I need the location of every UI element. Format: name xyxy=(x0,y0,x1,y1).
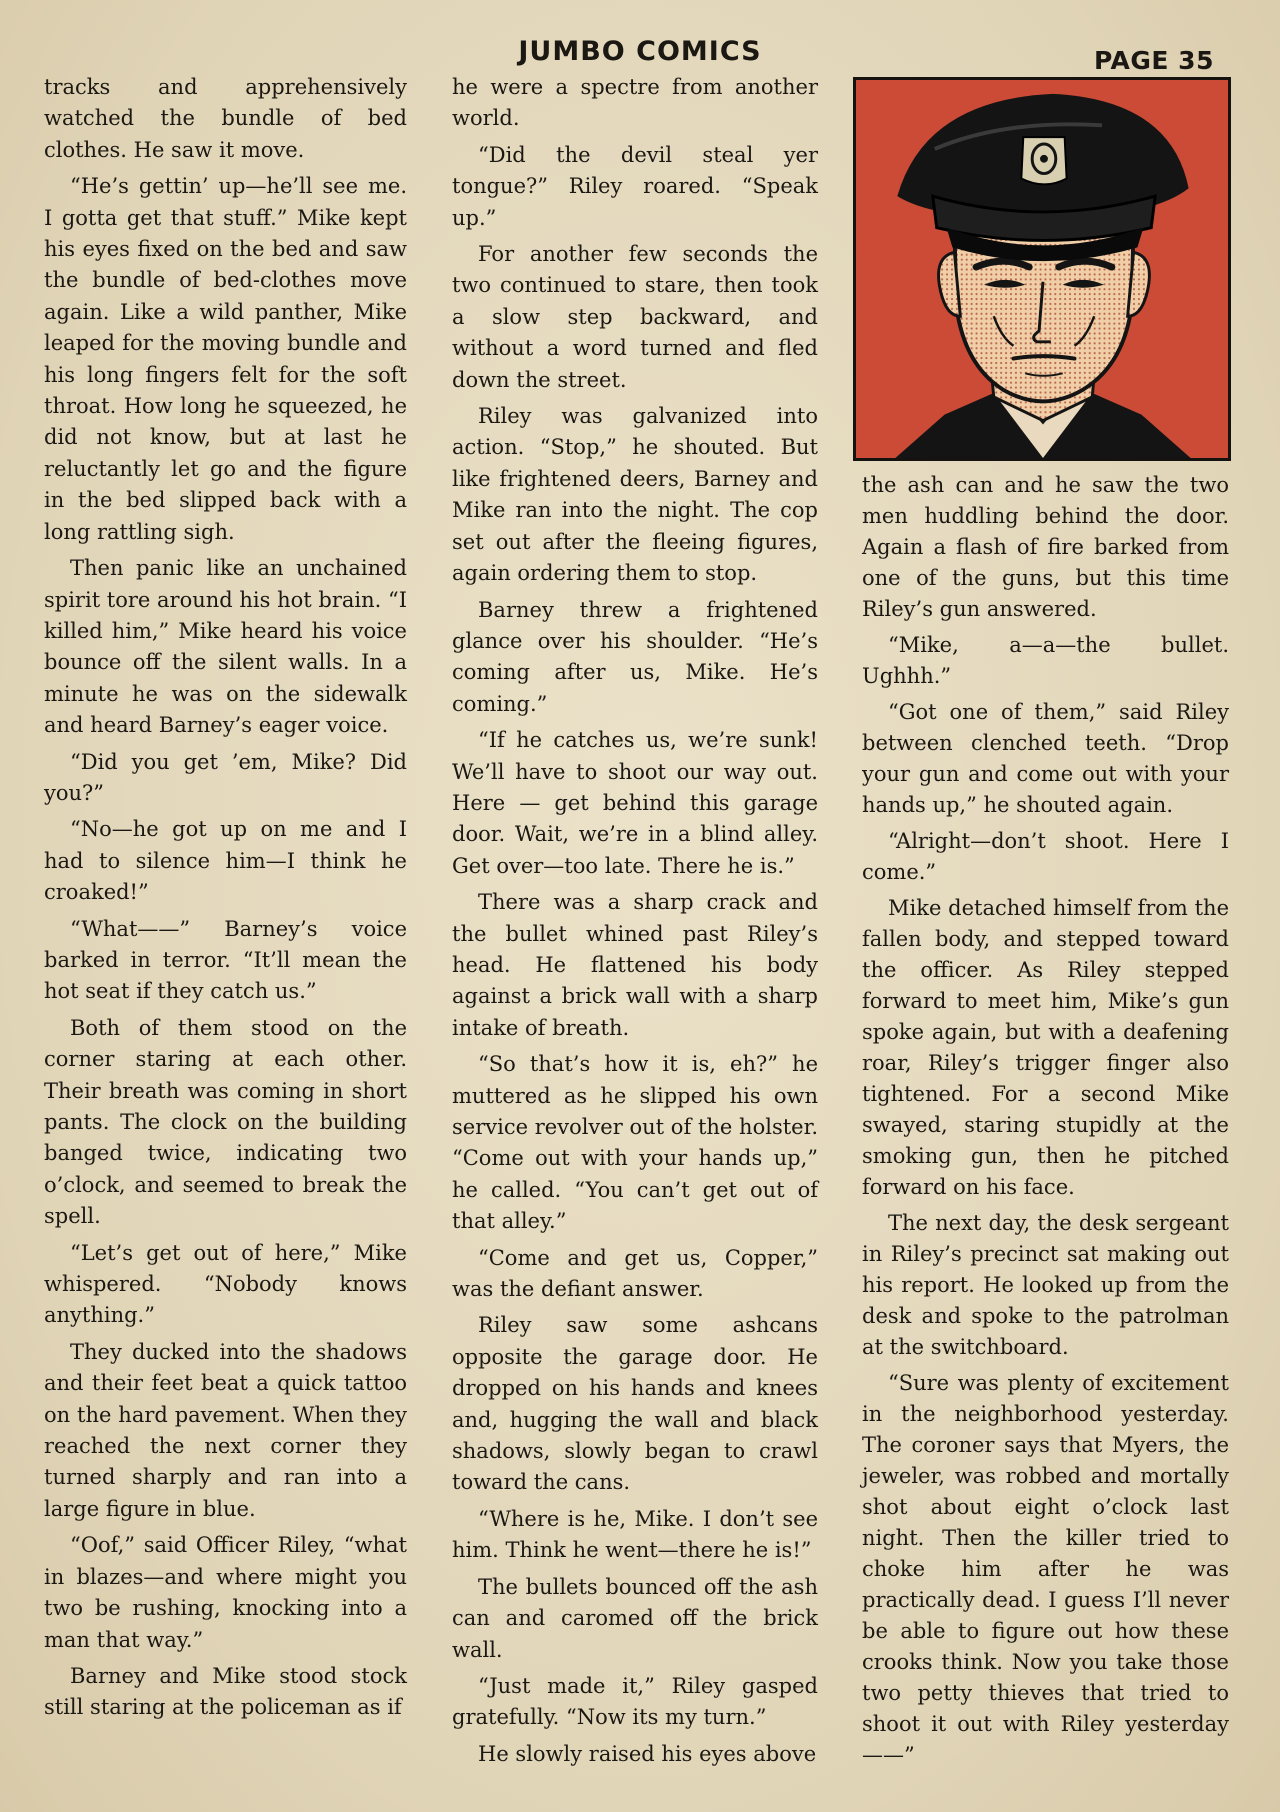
paragraph: “Sure was plenty of excitement in the neighborhood yesterday. The coroner says that Myers, the jeweler, was robbed and mortally shot about eight o’clock last night. Then the killer tried to choke him after he was practically dead. I guess I’ll never be able to figure out how these crooks think. Now you take those two petty thieves that tried to shoot it out with Riley yesterday——” xyxy=(862,1371,1229,1767)
paragraph: Mike detached himself from the fallen body, and stepped toward the officer. As Riley stepped forward to meet him, Mike’s gun spoke again, but with a deafening roar, Riley’s trigger finger also tightened. For a second Mike swayed, staring stupidly at the smoking gun, then he pitched forward on his face. xyxy=(862,896,1229,1199)
paragraph: “So that’s how it is, eh?” he muttered as he slipped his own service revolver out of the holster. “Come out with your hands up,” he called. “You can’t get out of that alley.” xyxy=(452,1052,818,1234)
policeman-illustration xyxy=(853,77,1231,461)
magazine-title: JUMBO COMICS xyxy=(518,36,762,67)
paragraph: Barney threw a frightened glance over his shoulder. “He’s coming after us, Mike. He’s coming.” xyxy=(452,597,818,716)
paragraph: “Got one of them,” said Riley between clenched teeth. “Drop your gun and come out with your hands up,” he shouted again. xyxy=(862,700,1229,817)
paragraph: The next day, the desk sergeant in Riley’s precinct sat making out his report. He looked up from the desk and spoke to the patrolman at the switchboard. xyxy=(862,1211,1229,1359)
policeman-portrait-icon xyxy=(856,80,1228,458)
paragraph: Then panic like an unchained spirit tore around his hot brain. “I killed him,” Mike heard his voice bounce off the silent walls. In a minute he was on the sidewalk and heard Barney’s eager voice. xyxy=(44,556,407,738)
paragraph: “Oof,” said Officer Riley, “what in blazes—and where might you two be rushing, knocking into a man that way.” xyxy=(44,1533,407,1652)
paragraph: “Did the devil steal yer tongue?” Riley roared. “Speak up.” xyxy=(452,142,818,230)
paragraph: “Come and get us, Copper,” was the defiant answer. xyxy=(452,1245,818,1302)
page-number: PAGE 35 xyxy=(1094,46,1214,75)
paragraph: For another few seconds the two continued to stare, then took a slow step backward, and without a word turned and fled down the street. xyxy=(452,242,818,392)
paragraph: Riley was galvanized into action. “Stop,” he shouted. But like frightened deers, Barney and Mike ran into the night. The cop set out after the fleeing figures, again ordering them to stop. xyxy=(452,404,818,586)
paragraph: “No—he got up on me and I had to silence him—I think he croaked!” xyxy=(44,817,407,905)
paragraph: Riley saw some ashcans opposite the garage door. He dropped on his hands and knees and, hugging the wall and black shadows, slowly began to crawl toward the cans. xyxy=(452,1313,818,1495)
text-column-1 xyxy=(44,72,407,1729)
paragraph: Both of them stood on the corner staring at each other. Their breath was coming in short pants. The clock on the building banged twice, indicating two o’clock, and seemed to break the spell. xyxy=(44,1015,407,1229)
paragraph: They ducked into the shadows and their feet beat a quick tattoo on the hard pavement. When they reached the next corner they turned sharply and ran into a large figure in blue. xyxy=(44,1339,407,1521)
paragraph: “Mike, a—a—the bullet. Ughhh.” xyxy=(862,633,1229,688)
paragraph: “He’s gettin’ up—he’ll see me. I gotta get that stuff.” Mike kept his eyes fixed on the bed and saw the bundle of bed-clothes move again. Like a wild panther, Mike leaped for the moving bundle and his long fingers felt for the soft throat. How long he squeezed, he did not know, but at last he reluctantly let go and the figure in the bed slipped back with a long rattling sigh. xyxy=(44,174,407,544)
paragraph: He slowly raised his eyes above xyxy=(478,1741,817,1766)
paragraph: “If he catches us, we’re sunk! We’ll have to shoot our way out. Here — get behind this garage door. Wait, we’re in a blind alley. Get over—too late. There he is.” xyxy=(452,728,818,878)
paragraph: the ash can and he saw the two men huddling behind the door. Again a flash of fire barked from one of the guns, but this time Riley’s gun answered. xyxy=(862,473,1229,621)
text-column-3 xyxy=(862,470,1229,1776)
paragraph: “Just made it,” Riley gasped gratefully. “Now its my turn.” xyxy=(452,1673,818,1730)
paragraph: “Did you get ’em, Mike? Did you?” xyxy=(44,749,407,805)
paragraph: “Let’s get out of here,” Mike whispered. “Nobody knows anything.” xyxy=(44,1240,407,1328)
paragraph: tracks and apprehensively watched the bundle of bed clothes. He saw it move. xyxy=(44,75,407,162)
paragraph: The bullets bounced off the ash can and caromed off the brick wall. xyxy=(452,1574,818,1662)
paragraph: There was a sharp crack and the bullet whined past Riley’s head. He flattened his body against a brick wall with a sharp intake of breath. xyxy=(452,890,818,1040)
paragraph: “Where is he, Mike. I don’t see him. Think he went—there he is!” xyxy=(452,1506,818,1563)
paragraph: “Alright—don’t shoot. Here I come.” xyxy=(862,829,1229,884)
paragraph: he were a spectre from another world. xyxy=(452,75,818,131)
paragraph: “What——” Barney’s voice barked in terror. “It’ll mean the hot seat if they catch us.” xyxy=(44,916,407,1004)
paragraph: Barney and Mike stood stock still staring at the policeman as if xyxy=(44,1663,407,1720)
text-column-2 xyxy=(452,72,818,1775)
